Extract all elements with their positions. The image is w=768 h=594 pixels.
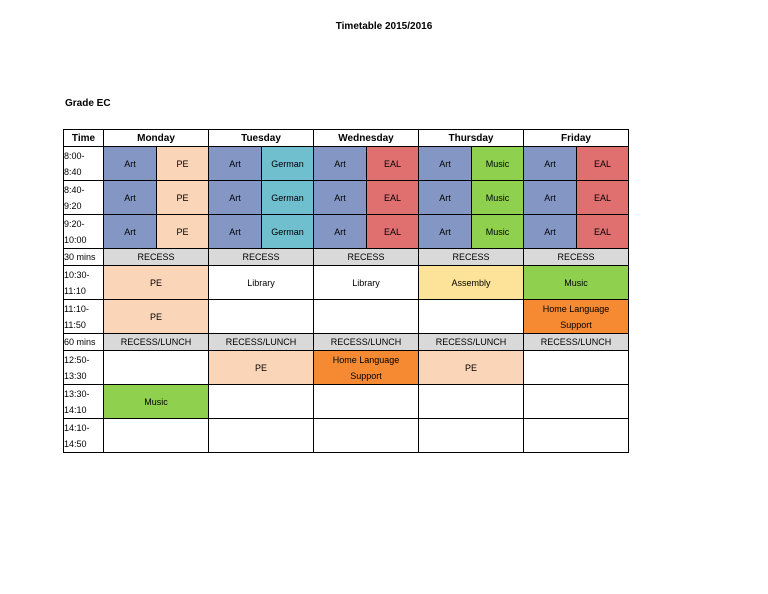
subject-cell: Assembly (419, 266, 524, 300)
empty-cell (314, 385, 419, 419)
empty-cell (419, 419, 524, 453)
recess-cell: RECESS (104, 249, 209, 266)
time-cell: 8:40- 9:20 (64, 181, 104, 215)
empty-cell (524, 419, 629, 453)
empty-cell (524, 351, 629, 385)
recess-lunch-cell: RECESS/LUNCH (524, 334, 629, 351)
subject-cell: Home Language Support (524, 300, 629, 334)
period-row (64, 351, 629, 385)
grade-label: Grade EC (65, 98, 111, 109)
period-row (64, 215, 629, 249)
period-row (64, 300, 629, 334)
day-header-monday: Monday (104, 130, 209, 147)
subject-cell: PE (157, 215, 209, 249)
subject-cell: EAL (577, 181, 629, 215)
time-cell: 10:30- 11:10 (64, 266, 104, 300)
period-row (64, 419, 629, 453)
subject-cell: Art (314, 181, 367, 215)
period-row (64, 385, 629, 419)
subject-cell: Music (472, 147, 524, 181)
subject-cell: PE (157, 147, 209, 181)
subject-cell: Art (209, 215, 262, 249)
day-header-tuesday: Tuesday (209, 130, 314, 147)
period-row (64, 181, 629, 215)
subject-cell: Music (472, 215, 524, 249)
subject-cell: German (262, 215, 314, 249)
timetable (63, 129, 629, 453)
subject-cell: Art (104, 215, 157, 249)
empty-cell (104, 351, 209, 385)
subject-cell: EAL (577, 215, 629, 249)
period-row (64, 147, 629, 181)
time-cell: 12:50- 13:30 (64, 351, 104, 385)
subject-cell: Art (524, 181, 577, 215)
subject-cell: Library (209, 266, 314, 300)
subject-cell: PE (104, 300, 209, 334)
subject-cell: Music (524, 266, 629, 300)
subject-cell: PE (104, 266, 209, 300)
empty-cell (104, 419, 209, 453)
time-header: Time (64, 130, 104, 147)
recess-lunch-cell: RECESS/LUNCH (419, 334, 524, 351)
empty-cell (209, 385, 314, 419)
recess-lunch-cell: RECESS/LUNCH (104, 334, 209, 351)
subject-cell: PE (209, 351, 314, 385)
time-cell: 14:10- 14:50 (64, 419, 104, 453)
recess-lunch-cell: RECESS/LUNCH (209, 334, 314, 351)
recess-cell: RECESS (209, 249, 314, 266)
break-row (64, 334, 629, 351)
subject-cell: Art (314, 215, 367, 249)
subject-cell: Art (314, 147, 367, 181)
time-cell: 13:30- 14:10 (64, 385, 104, 419)
period-row (64, 266, 629, 300)
subject-cell: Art (524, 215, 577, 249)
subject-cell: EAL (367, 215, 419, 249)
subject-cell: Art (419, 215, 472, 249)
subject-cell: Art (209, 181, 262, 215)
subject-cell: German (262, 147, 314, 181)
subject-cell: PE (419, 351, 524, 385)
subject-cell: EAL (367, 147, 419, 181)
empty-cell (209, 419, 314, 453)
subject-cell: EAL (367, 181, 419, 215)
subject-cell: Art (419, 147, 472, 181)
empty-cell (209, 300, 314, 334)
empty-cell (419, 300, 524, 334)
time-cell: 9:20- 10:00 (64, 215, 104, 249)
time-cell: 60 mins (64, 334, 104, 351)
day-header-thursday: Thursday (419, 130, 524, 147)
empty-cell (524, 385, 629, 419)
day-header-wednesday: Wednesday (314, 130, 419, 147)
subject-cell: Art (209, 147, 262, 181)
recess-cell: RECESS (419, 249, 524, 266)
page-title: Timetable 2015/2016 (335, 21, 433, 32)
subject-cell: PE (157, 181, 209, 215)
subject-cell: Art (524, 147, 577, 181)
empty-cell (419, 385, 524, 419)
time-cell: 11:10- 11:50 (64, 300, 104, 334)
subject-cell: Art (104, 147, 157, 181)
day-header-friday: Friday (524, 130, 629, 147)
recess-lunch-cell: RECESS/LUNCH (314, 334, 419, 351)
empty-cell (314, 419, 419, 453)
header-row (64, 130, 629, 147)
subject-cell: Music (472, 181, 524, 215)
break-row (64, 249, 629, 266)
recess-cell: RECESS (314, 249, 419, 266)
time-cell: 8:00- 8:40 (64, 147, 104, 181)
subject-cell: Music (104, 385, 209, 419)
subject-cell: Art (104, 181, 157, 215)
time-cell: 30 mins (64, 249, 104, 266)
empty-cell (314, 300, 419, 334)
subject-cell: German (262, 181, 314, 215)
subject-cell: EAL (577, 147, 629, 181)
subject-cell: Library (314, 266, 419, 300)
subject-cell: Art (419, 181, 472, 215)
subject-cell: Home Language Support (314, 351, 419, 385)
recess-cell: RECESS (524, 249, 629, 266)
